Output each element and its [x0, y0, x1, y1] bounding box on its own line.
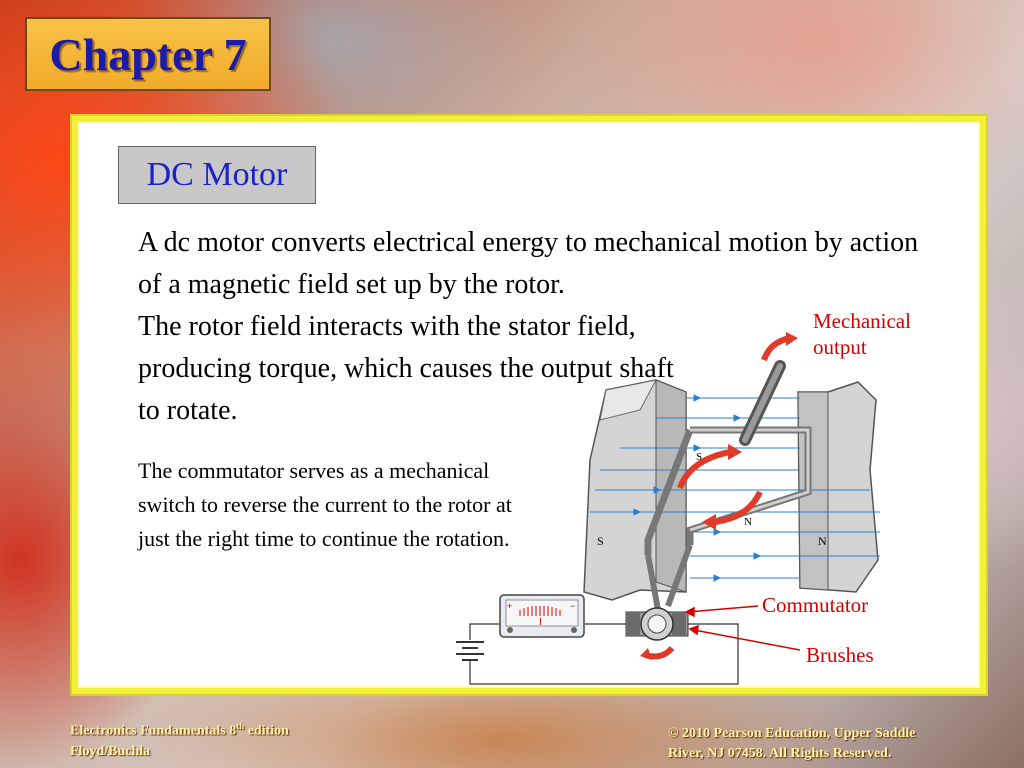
meter-minus-label: −: [570, 601, 576, 611]
meter-symbol-label: I: [539, 617, 542, 628]
commutator-label: Commutator: [762, 593, 869, 617]
chapter-title: Chapter 7: [49, 28, 247, 80]
mechanical-output-label: Mechanical output: [813, 309, 911, 359]
section-title-box: [118, 146, 316, 204]
brushes-label: Brushes: [806, 643, 874, 667]
footer-authors: Floyd/Buchla: [70, 743, 151, 759]
stator-north-label: N: [818, 534, 827, 548]
footer-book-title: [70, 716, 289, 742]
intro-paragraph: A dc motor converts electrical energy to mechanical motion by action of a magnetic field set up by the rotor.: [138, 227, 919, 300]
footer-book-suffix: edition: [244, 723, 289, 739]
chapter-badge: [25, 17, 271, 91]
battery-icon: [456, 642, 484, 660]
ammeter-icon: [500, 595, 584, 637]
meter-plus-label: +: [507, 601, 513, 611]
footer-book-sup: th: [236, 721, 245, 731]
rotor-south-label: S: [696, 451, 703, 463]
rotor-paragraph: The rotor field interacts with the stator field, producing torque, which causes the output shaft to rotate.: [138, 311, 674, 426]
footer-book-info: [70, 716, 289, 762]
stator-south-label: S: [597, 534, 604, 548]
rotor-north-label: N: [744, 516, 752, 528]
footer-copyright: [668, 724, 978, 764]
commutator-paragraph: The commutator serves as a mechanical switch to reverse the current to the rotor at just the right time to continue the rotation.: [138, 458, 512, 551]
footer-copyright-line1: © 2010 Pearson Education, Upper Saddle: [668, 726, 916, 741]
footer-book-prefix: Electronics Fundamentals 8: [70, 723, 237, 739]
footer-copyright-line2: River, NJ 07458. All Rights Reserved.: [668, 746, 892, 761]
section-title: DC Motor: [146, 156, 288, 193]
